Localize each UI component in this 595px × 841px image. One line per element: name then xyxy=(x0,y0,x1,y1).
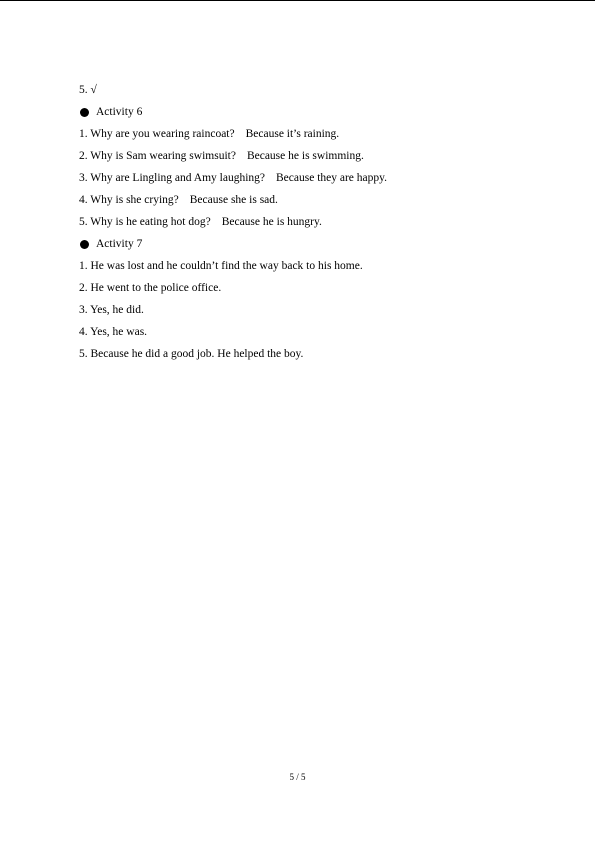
activity-6-item-5 xyxy=(79,211,539,233)
page-top-border xyxy=(0,0,595,1)
question: 4. Why is she crying? xyxy=(79,194,179,206)
activity-6-item-4 xyxy=(79,189,539,211)
activity-6-heading xyxy=(79,101,539,123)
answer: Because it’s raining. xyxy=(245,128,340,140)
question: 5. Why is he eating hot dog? xyxy=(79,216,211,228)
activity-6-item-2 xyxy=(79,145,539,167)
activity-6-title: Activity 6 xyxy=(96,106,143,118)
bullet-icon xyxy=(80,240,89,249)
bullet-icon xyxy=(80,108,89,117)
answer: Because they are happy. xyxy=(276,172,388,184)
answer: Because she is sad. xyxy=(189,194,278,206)
activity-7-title: Activity 7 xyxy=(96,238,143,250)
page-number: 5 / 5 xyxy=(289,772,306,782)
activity-6-item-3 xyxy=(79,167,539,189)
question: 3. Why are Lingling and Amy laughing? xyxy=(79,172,265,184)
activity-7-item-1: 1. He was lost and he couldn’t find the way back to his home. xyxy=(79,260,363,272)
answer-content xyxy=(79,79,539,365)
activity-6-item-1 xyxy=(79,123,539,145)
activity-7-heading xyxy=(79,233,539,255)
question: 1. Why are you wearing raincoat? xyxy=(79,128,235,140)
activity-7-item-5: 5. Because he did a good job. He helped the boy. xyxy=(79,348,304,360)
question: 2. Why is Sam wearing swimsuit? xyxy=(79,150,236,162)
activity-7-item-2: 2. He went to the police office. xyxy=(79,282,222,294)
activity-7-item-4: 4. Yes, he was. xyxy=(79,326,148,338)
activity-7-item-3: 3. Yes, he did. xyxy=(79,304,144,316)
answer: Because he is swimming. xyxy=(246,150,364,162)
answer-line-5: 5. √ xyxy=(79,84,97,96)
answer: Because he is hungry. xyxy=(221,216,322,228)
